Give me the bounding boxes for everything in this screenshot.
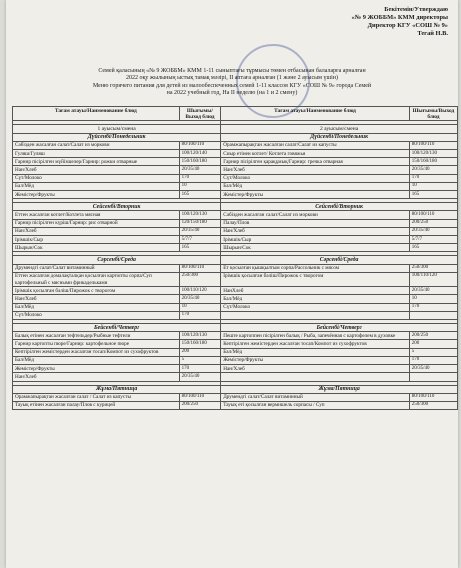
portion-cell: 120/150/180 <box>179 219 221 227</box>
portion-cell: 200 <box>179 348 221 356</box>
table-row <box>13 311 458 319</box>
dish-cell: Ірімшік/Сыр <box>13 236 180 244</box>
table-row <box>13 365 458 373</box>
day-header-first: Сейсенбі/Вторник <box>13 203 221 211</box>
portion-cell: 80/100/110 <box>409 211 457 219</box>
dish-cell: Орамжапырақтан жасалған салат/Салат из капусты <box>221 141 410 149</box>
dish-cell: Нан/Хлеб <box>221 166 410 174</box>
heading-line: Семей қаласының «№ 9 ЖОББМ» КММ 1-11 сыныптағы тұрмысы төмен отбасынан балаларға арналған <box>98 68 366 74</box>
portion-cell: 100/120/130 <box>179 211 221 219</box>
dish-cell: Сүт/Молоко <box>13 311 180 319</box>
table-row <box>13 141 458 149</box>
dish-cell: Друмендгі салат/Салат витаминный <box>13 264 180 272</box>
portion-cell <box>409 311 457 319</box>
dish-cell: НанХлеб <box>221 287 410 295</box>
portion-cell: 250/300 <box>179 272 221 286</box>
table-row <box>13 303 458 311</box>
column-header-dish: Тағам атауы/Наименование блюд <box>13 107 180 121</box>
portion-cell: 170 <box>409 303 457 311</box>
table-row <box>13 182 458 190</box>
portion-cell: 80/100/110 <box>409 141 457 149</box>
dish-cell: Нан/Хлеб <box>221 365 410 373</box>
portion-cell: 20/35/40 <box>409 365 457 373</box>
table-row <box>13 340 458 348</box>
dish-cell: Еттен жасалған домалақталқан қосылған картопты сорпа/Суп картофельный с мясными фрикадельками <box>13 272 180 286</box>
portion-cell <box>409 373 457 381</box>
menu-body <box>13 121 458 410</box>
dish-cell: Кептірілген жемістерден жасалған тосап/Компот из сухофруктов <box>13 348 180 356</box>
dish-cell: Бал/Мёд <box>221 295 410 303</box>
shift-first: 1 ауысым/смена <box>13 125 221 133</box>
portion-cell: 150/160/180 <box>409 158 457 166</box>
approval-block <box>248 6 448 38</box>
table-row <box>13 264 458 272</box>
portion-cell: 150/160/180 <box>179 158 221 166</box>
portion-cell: 200 <box>409 340 457 348</box>
dish-cell: Жемістер/Фрукты <box>221 191 410 199</box>
day-header-second: Жұма/Пятница <box>221 385 458 393</box>
dish-cell: Гарнир картопты пюре/Гарнир: картофельное пюре <box>13 340 180 348</box>
dish-cell: Гарнир пісірілген мүйізшелер/Гарнир: рожки отварные <box>13 158 180 166</box>
portion-cell: 10 <box>179 303 221 311</box>
portion-cell: 20/35/40 <box>409 227 457 235</box>
dish-cell: Ірімшік қосылған бәліш/Пирожок с творогом <box>13 287 180 295</box>
portion-cell: 20/35/40 <box>179 295 221 303</box>
table-row <box>13 287 458 295</box>
table-row <box>13 356 458 364</box>
approval-line: Бекітемін/Утверждаю <box>384 6 448 13</box>
day-header-second: Сәрсенбі/Среда <box>221 256 458 264</box>
portion-cell: 80/100/110 <box>179 264 221 272</box>
dish-cell: Гуляш/Гуляш <box>13 150 180 158</box>
dish-cell: Нан/Хлеб <box>221 227 410 235</box>
table-row <box>13 295 458 303</box>
dish-cell: Друмендгі салат/Салат витаминный <box>221 393 410 401</box>
portion-cell: 200/250 <box>179 401 221 409</box>
dish-cell: Бал/Мёд <box>221 182 410 190</box>
portion-cell: 10 <box>409 182 457 190</box>
portion-cell: 250/300 <box>409 401 457 409</box>
table-row <box>13 191 458 199</box>
day-header-row <box>13 385 458 393</box>
day-header-row <box>13 203 458 211</box>
portion-cell: 10 <box>409 295 457 303</box>
table-row <box>13 158 458 166</box>
portion-cell: 170 <box>409 356 457 364</box>
dish-cell: Сүт/Молоко <box>221 174 410 182</box>
dish-cell: Жемістер/Фрукты <box>13 365 180 373</box>
dish-cell: Бал/Мёд <box>221 348 410 356</box>
portion-cell: 100/120/130 <box>409 150 457 158</box>
dish-cell: Сәбізден жасалған салат/Салат из моркови <box>221 211 410 219</box>
portion-cell: 5 <box>179 356 221 364</box>
approval-line: Директор КГУ «СОШ № 9» <box>367 22 448 29</box>
table-row <box>13 348 458 356</box>
dish-cell: Кептірілген жемістерден жасалған тосап/Компот из сухофруктов <box>221 340 410 348</box>
portion-cell: 80/100/110 <box>179 393 221 401</box>
dish-cell: Гарнир пісірілген күріш/Гарнир: рис отварной <box>13 219 180 227</box>
portion-cell: 10 <box>179 182 221 190</box>
portion-cell: 20/35/40 <box>179 166 221 174</box>
dish-cell: Тауық етінен жасалған палау/Плов с курицей <box>13 401 180 409</box>
portion-cell: 20/35/40 <box>179 227 221 235</box>
day-header-first: Дүйсенбі/Понедельник <box>13 133 221 141</box>
dish-cell <box>221 373 410 381</box>
document-heading <box>14 68 450 97</box>
portion-cell: 200/250 <box>409 219 457 227</box>
heading-line: 2022 оқу жылының ыстық тамақ мәзірі, II аптаға арналған (1 және 2 ауысым үшін) <box>126 75 338 82</box>
dish-cell: Шырын/Сок <box>221 244 410 252</box>
dish-cell: Нан/Хлеб <box>13 295 180 303</box>
portion-cell: 250/300 <box>409 264 457 272</box>
portion-cell: 170 <box>179 365 221 373</box>
portion-cell: 170 <box>179 311 221 319</box>
dish-cell: Бал/Мёд <box>13 303 180 311</box>
portion-cell: 100/110/120 <box>409 272 457 286</box>
table-header-row <box>13 107 458 121</box>
portion-cell: 5/7/7 <box>409 236 457 244</box>
table-row <box>13 166 458 174</box>
table-row <box>13 219 458 227</box>
portion-cell: 150/160/180 <box>179 340 221 348</box>
dish-cell: Жемістер/Фрукты <box>13 191 180 199</box>
portion-cell: 20/35/40 <box>409 166 457 174</box>
shift-row <box>13 125 458 133</box>
portion-cell: 80/100/110 <box>179 141 221 149</box>
portion-cell: 5/7/7 <box>179 236 221 244</box>
table-row <box>13 174 458 182</box>
dish-cell: Нан/Хлеб <box>13 166 180 174</box>
table-row <box>13 332 458 340</box>
dish-cell: Нан/Хлеб <box>13 227 180 235</box>
portion-cell: 100/120/130 <box>179 332 221 340</box>
dish-cell: Сүт/Молоко <box>221 303 410 311</box>
portion-cell: 20/35/40 <box>409 287 457 295</box>
day-header-row <box>13 256 458 264</box>
portion-cell: 100/120/140 <box>179 150 221 158</box>
dish-cell: Еттен жасалған котлет/Котлета мясная <box>13 211 180 219</box>
dish-cell: Ірімшік қосылған бәліш/Пирожок с творогом <box>221 272 410 286</box>
dish-cell: Пеште картоппен пісірілген балық / Рыба, запечённая с картофелем в духовке <box>221 332 410 340</box>
column-header-dish: Тағам атауы/Наименование блюд <box>221 107 410 121</box>
table-row <box>13 244 458 252</box>
day-header-first: Бейсенбі/Четверг <box>13 324 221 332</box>
dish-cell: Орамжапырақтан жасалған салат / Салат из капусты <box>13 393 180 401</box>
portion-cell: 170 <box>179 174 221 182</box>
heading-line: на 2022 учебный год, На II неделю (на 1 и 2 смену) <box>166 89 298 96</box>
day-header-row <box>13 324 458 332</box>
dish-cell: Ет қосылған қышқылтым сорпа/Рассольник с мясом <box>221 264 410 272</box>
dish-cell: Сүт/Молоко <box>13 174 180 182</box>
table-row <box>13 272 458 286</box>
column-header-portion: Шығымы/Выход блюд <box>179 107 221 121</box>
table-row <box>13 150 458 158</box>
dish-cell: Бал/Мёд <box>13 356 180 364</box>
dish-cell: Сиыр етінен котлет/ Котлета говяжья <box>221 150 410 158</box>
portion-cell: 20/35/40 <box>179 373 221 381</box>
day-header-first: Сәрсенбі/Среда <box>13 256 221 264</box>
portion-cell: 100/110/120 <box>179 287 221 295</box>
day-header-second: Сейсенбі/Вторник <box>221 203 458 211</box>
dish-cell: Палау/Плов <box>221 219 410 227</box>
portion-cell: 165 <box>179 191 221 199</box>
day-header-first: Жұма/Пятница <box>13 385 221 393</box>
portion-cell: 5 <box>409 348 457 356</box>
table-row <box>13 236 458 244</box>
approval-line: Тегай Н.В. <box>417 30 448 37</box>
table-row <box>13 227 458 235</box>
dish-cell <box>221 311 410 319</box>
day-header-second: Бейсенбі/Четверг <box>221 324 458 332</box>
dish-cell: Шырын/Сок <box>13 244 180 252</box>
document-sheet <box>6 0 458 568</box>
table-row <box>13 393 458 401</box>
menu-table <box>12 106 458 410</box>
day-header-second: Дүйсенбі/Понедельник <box>221 133 458 141</box>
dish-cell: Бал/Мёд <box>13 182 180 190</box>
portion-cell: 80/100/110 <box>409 393 457 401</box>
day-header-row <box>13 133 458 141</box>
dish-cell: Ірімшік/Сыр <box>221 236 410 244</box>
dish-cell: Балық етінен жасалған тефтельдер/Рыбные тефтели <box>13 332 180 340</box>
portion-cell: 200/250 <box>409 332 457 340</box>
approval-line: «№ 9 ЖОББМ» КММ директоры <box>351 14 448 21</box>
dish-cell: Тауық еті қосылған вермишель сорпасы / Суп <box>221 401 410 409</box>
table-row <box>13 401 458 409</box>
shift-second: 2 ауысым/смена <box>221 125 458 133</box>
dish-cell: Нан/Хлеб <box>13 373 180 381</box>
portion-cell: 165 <box>179 244 221 252</box>
heading-line: Меню горячего питания для детей из малообеспеченных семей 1-11 классов КГУ «СОШ № 9» города Семей <box>92 82 372 89</box>
dish-cell: Гарнир пісірілген қарақұмық/Гарнир: гречка отварная <box>221 158 410 166</box>
column-header-portion: Шығымы/Выход блюд <box>409 107 457 121</box>
portion-cell: 165 <box>409 244 457 252</box>
table-row <box>13 373 458 381</box>
portion-cell: 170 <box>409 174 457 182</box>
dish-cell: Жемістер/Фрукты <box>221 356 410 364</box>
dish-cell: Сәбізден жасалған салат/Салат из моркови <box>13 141 180 149</box>
table-row <box>13 211 458 219</box>
portion-cell: 165 <box>409 191 457 199</box>
